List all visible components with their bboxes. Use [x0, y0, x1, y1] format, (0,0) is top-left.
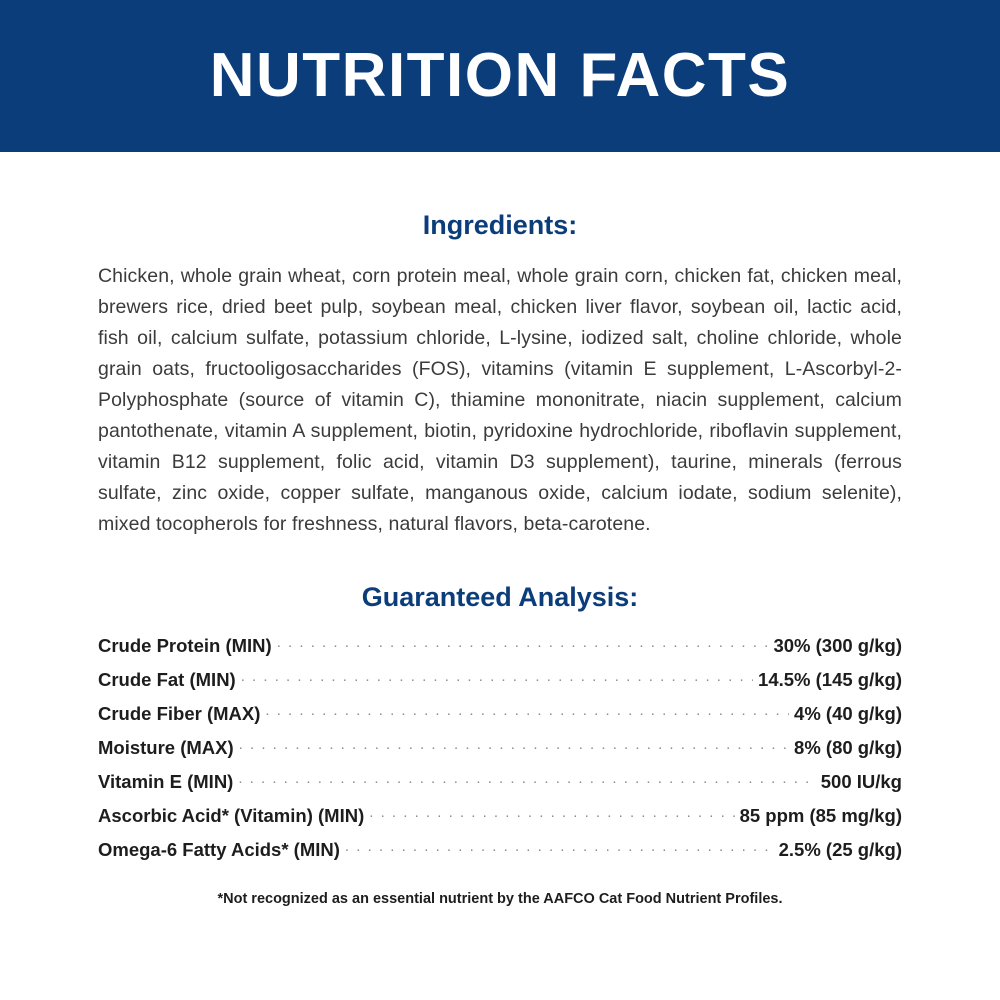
nutrient-label: Vitamin E (MIN) [98, 771, 234, 792]
content-area [0, 210, 1000, 907]
table-row [98, 805, 902, 827]
table-row [98, 839, 902, 861]
dot-leader [265, 704, 789, 720]
dot-leader [345, 840, 774, 856]
guaranteed-analysis-heading: Guaranteed Analysis: [361, 582, 639, 612]
header-banner [0, 0, 1000, 152]
nutrient-label: Ascorbic Acid* (Vitamin) (MIN) [98, 805, 365, 826]
table-row [98, 737, 902, 759]
nutrient-value: 2.5% (25 g/kg) [778, 839, 902, 860]
dot-leader [239, 738, 789, 754]
nutrient-value: 500 IU/kg [820, 771, 902, 792]
table-row [98, 635, 902, 657]
ingredients-heading: Ingredients: [422, 210, 578, 240]
footnote: *Not recognized as an essential nutrient by the AAFCO Cat Food Nutrient Profiles. [217, 891, 783, 907]
nutrient-value: 85 ppm (85 mg/kg) [739, 805, 902, 826]
guaranteed-analysis-table [98, 635, 902, 861]
nutrient-label: Moisture (MAX) [98, 737, 234, 758]
page-title: NUTRITION FACTS [209, 41, 791, 110]
dot-leader [238, 772, 815, 788]
table-row [98, 669, 902, 691]
dot-leader [277, 636, 769, 652]
ingredients-text: Chicken, whole grain wheat, corn protein meal, whole grain corn, chicken fat, chicken meal, brewers rice, dried beet pulp, soybean meal, chicken liver flavor, soybean oil, lactic acid, fish oil, calcium sulfate, potassium chloride, L-lysine, iodized salt, choline chloride, whole grain oats, fructooligosaccharides (FOS), vitamins (vitamin E supplement, L-Ascorbyl-2-Polyphosphate (source of vitamin C), thiamine mononitrate, niacin supplement, calcium pantothenate, vitamin A supplement, biotin, pyridoxine hydrochloride, riboflavin supplement, vitamin B12 supplement, folic acid, vitamin D3 supplement), taurine, minerals (ferrous sulfate, zinc oxide, copper sulfate, manganous oxide, calcium iodate, sodium selenite), mixed tocopherols for freshness, natural flavors, beta-carotene. [98, 265, 902, 535]
nutrient-value: 14.5% (145 g/kg) [758, 669, 902, 690]
dot-leader [241, 670, 753, 686]
nutrient-label: Crude Fat (MIN) [98, 669, 236, 690]
nutrient-value: 8% (80 g/kg) [794, 737, 902, 758]
nutrient-label: Crude Fiber (MAX) [98, 703, 261, 724]
nutrient-value: 30% (300 g/kg) [773, 635, 902, 656]
nutrient-label: Omega-6 Fatty Acids* (MIN) [98, 839, 340, 860]
nutrient-label: Crude Protein (MIN) [98, 635, 272, 656]
table-row [98, 703, 902, 725]
table-row [98, 771, 902, 793]
nutrient-value: 4% (40 g/kg) [794, 703, 902, 724]
dot-leader [369, 806, 734, 822]
